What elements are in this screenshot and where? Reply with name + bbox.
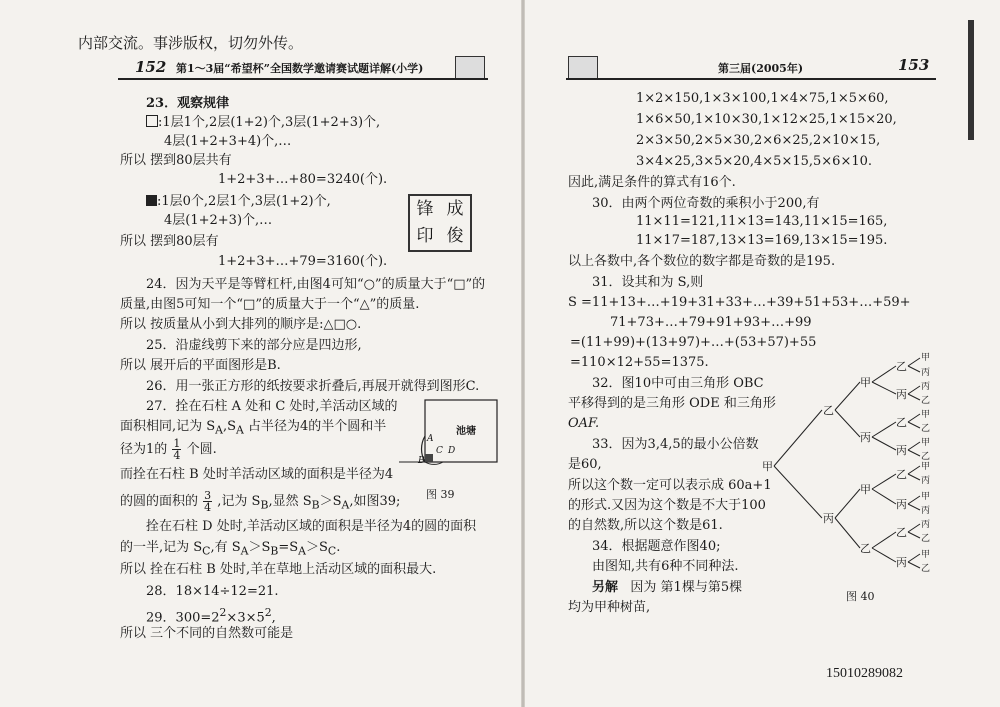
tree-leaf: 乙 <box>921 564 931 574</box>
q25-line: 25．沿虚线剪下来的部分应是四边形, <box>146 338 362 353</box>
left-header-title: 第1～3届“希望杯”全国数学邀请赛试题详解(小学) <box>176 62 424 75</box>
q32-line: 平移得到的是三角形 ODE 和三角形 <box>568 396 776 411</box>
q29-line: 29．$300=2^2\times 3\times 5^2$, <box>146 606 276 626</box>
phone-number: 15010289082 <box>826 666 903 681</box>
stamp-char: 成 <box>446 199 464 219</box>
tree-leaf: 丙 <box>921 520 931 530</box>
tree-node: 乙 <box>896 360 907 373</box>
pond-label: 池塘 <box>456 426 476 437</box>
stamp-char: 锋 <box>416 199 434 219</box>
left-page-number: 152 <box>135 58 167 76</box>
right-header-title: 第三届(2005年) <box>718 62 804 75</box>
book-logo-icon <box>455 56 485 80</box>
q29-line: 所以 三个不同的自然数可能是 <box>120 626 294 641</box>
point-label: B <box>418 456 425 466</box>
q34-line: 另解 因为 第1棵与第5棵 <box>592 580 743 595</box>
tree-node: 甲 <box>762 460 773 473</box>
square-icon <box>146 115 158 127</box>
tree-node: 丙 <box>896 388 907 401</box>
tree-node: 丙 <box>896 444 907 457</box>
point-label: D <box>448 446 456 456</box>
q31-line: =(11+99)+(13+97)+…+(53+57)+55 <box>570 335 817 350</box>
figure-39 <box>396 398 506 498</box>
q24-line: 24．因为天平是等臂杠杆,由图4可知“○”的质量大于“□”的 <box>146 277 486 292</box>
stamp-char: 印 <box>416 226 434 246</box>
tree-leaf: 丙 <box>921 476 931 486</box>
tree-leaf: 甲 <box>921 550 931 560</box>
figure-40-caption: 图 40 <box>846 590 875 603</box>
body-line: 3×4×25,3×5×20,4×5×15,5×6×10. <box>636 154 873 169</box>
q28-line: 28．18×14÷12=21. <box>146 584 279 599</box>
q27-line: 径为1的 $\frac{1}{4}$ 个圆. <box>120 437 217 462</box>
q31-line: =110×12+55=1375. <box>570 355 709 370</box>
q27-line: 的圆的面积的 $\frac{3}{4}$ ,记为 $S_B$,显然 $S_B>S_A$,如图39; <box>120 489 401 514</box>
tree-node: 丙 <box>896 498 907 511</box>
tree-leaf: 丙 <box>921 506 931 516</box>
q30-line: 11×11=121,11×13=143,11×15=165, <box>636 214 888 229</box>
figure-40-tree-lines <box>760 344 945 580</box>
q25-line: 所以 展开后的平面图形是B. <box>120 358 281 373</box>
q26-line: 26．用一张正方形的纸按要求折叠后,再展开就得到图形C. <box>146 379 480 394</box>
tree-node: 甲 <box>860 376 871 389</box>
q31-line: 71+73+…+79+91+93+…+99 <box>610 315 812 330</box>
q27-line: 的一半,记为 $S_C$,有 $S_A>S_B=S_A>S_C$. <box>120 540 341 558</box>
copyright-watermark: 内部交流。事涉版权，切勿外传。 <box>78 34 304 52</box>
tree-leaf: 甲 <box>921 353 931 363</box>
left-header-rule <box>118 78 488 80</box>
tree-leaf: 乙 <box>921 534 931 544</box>
book-logo-icon <box>568 56 598 80</box>
q27-line: 面积相同,记为 $S_A,S_A$ 占半径为4的半个圆和半 <box>120 419 387 437</box>
right-header-rule <box>566 78 936 80</box>
point-label: C <box>436 446 443 456</box>
body-line: 1×2×150,1×3×100,1×4×75,1×5×60, <box>636 91 889 106</box>
tree-node: 乙 <box>896 526 907 539</box>
stamp-char: 俊 <box>446 226 464 246</box>
figure-39-caption: 图 39 <box>426 488 455 501</box>
tree-leaf: 丙 <box>921 382 931 392</box>
q32-line: OAF. <box>568 416 600 431</box>
right-page-number: 153 <box>898 56 930 74</box>
book-spine <box>521 0 525 707</box>
q31-line: 31．设其和为 S,则 <box>592 275 704 290</box>
tree-leaf: 乙 <box>921 396 931 406</box>
q23-line: 所以 摆到80层有 <box>120 234 219 249</box>
q34-line: 均为甲种树苗, <box>568 600 651 615</box>
tree-leaf: 甲 <box>921 438 931 448</box>
figure-40 <box>760 344 945 580</box>
tree-node: 甲 <box>860 483 871 496</box>
tree-node: 丙 <box>860 431 871 444</box>
q23-line: 1+2+3+…+79=3160(个). <box>218 254 388 269</box>
fraction: $\frac{1}{4}$ <box>173 437 181 462</box>
q23-line: 4层(1+2+3+4)个,… <box>164 134 292 149</box>
tree-leaf: 乙 <box>921 452 931 462</box>
q27-line: 拴在石柱 D 处时,羊活动区域的面积是半径为4的圆的面积 <box>146 519 477 534</box>
body-line: 2×3×50,2×5×30,2×6×25,2×10×15, <box>636 133 881 148</box>
tree-leaf: 乙 <box>921 424 931 434</box>
seal-stamp <box>408 194 472 252</box>
tree-node: 乙 <box>896 468 907 481</box>
q24-line: 所以 按质量从小到大排列的顺序是:△□○. <box>120 317 362 332</box>
tree-node: 丙 <box>823 512 834 525</box>
q31-line: S =11+13+…+19+31+33+…+39+51+53+…+59+ <box>568 295 911 310</box>
q30-line: 11×17=187,13×13=169,13×15=195. <box>636 233 888 248</box>
q23-title: 23．观察规律 <box>146 96 230 111</box>
point-label: A <box>427 434 434 444</box>
q32-line: 32．图10中可由三角形 OBC <box>592 376 764 391</box>
tree-leaf: 丙 <box>921 368 931 378</box>
tree-node: 乙 <box>896 416 907 429</box>
body-line: 1×6×50,1×10×30,1×12×25,1×15×20, <box>636 112 897 127</box>
q33-line: 33．因为3,4,5的最小公倍数 <box>592 437 759 452</box>
page-edge-right <box>968 20 974 140</box>
q33-line: 的自然数,所以这个数是61. <box>568 518 723 533</box>
q33-line: 的形式.又因为这个数是不大于100 <box>568 498 766 513</box>
q23-line: 1+2+3+…+80=3240(个). <box>218 172 388 187</box>
q33-line: 是60, <box>568 457 602 472</box>
tree-node: 乙 <box>823 404 834 417</box>
q23-line: 所以 摆到80层共有 <box>120 153 232 168</box>
q34-line: 由图知,共有6种不同种法. <box>592 559 739 574</box>
q24-line: 质量,由图5可知一个“□”的质量大于一个“△”的质量. <box>120 297 420 312</box>
filled-square-icon <box>146 195 157 206</box>
q23-line: :1层1个,2层(1+2)个,3层(1+2+3)个, <box>146 114 380 131</box>
q27-line: 27．拴在石柱 A 处和 C 处时,羊活动区域的 <box>146 399 398 414</box>
q30-line: 30．由两个两位奇数的乘积小于200,有 <box>592 196 820 211</box>
q33-line: 所以这个数一定可以表示成 60a+1 <box>568 478 772 493</box>
tree-node: 乙 <box>860 542 871 555</box>
tree-leaf: 甲 <box>921 492 931 502</box>
q34-line: 34．根据题意作图40; <box>592 539 721 554</box>
q23-line: :1层0个,2层1个,3层(1+2)个, <box>146 193 331 210</box>
fraction: $\frac{3}{4}$ <box>204 489 212 514</box>
tree-leaf: 甲 <box>921 462 931 472</box>
q30-line: 以上各数中,各个数位的数字都是奇数的是195. <box>568 254 836 269</box>
tree-leaf: 甲 <box>921 410 931 420</box>
tree-node: 丙 <box>896 556 907 569</box>
body-line: 因此,满足条件的算式有16个. <box>568 175 736 190</box>
q27-line: 所以 拴在石柱 B 处时,羊在草地上活动区域的面积最大. <box>120 562 437 577</box>
q23-line: 4层(1+2+3)个,… <box>164 213 273 228</box>
q27-line: 而拴在石柱 B 处时羊活动区域的面积是半径为4 <box>120 467 394 482</box>
